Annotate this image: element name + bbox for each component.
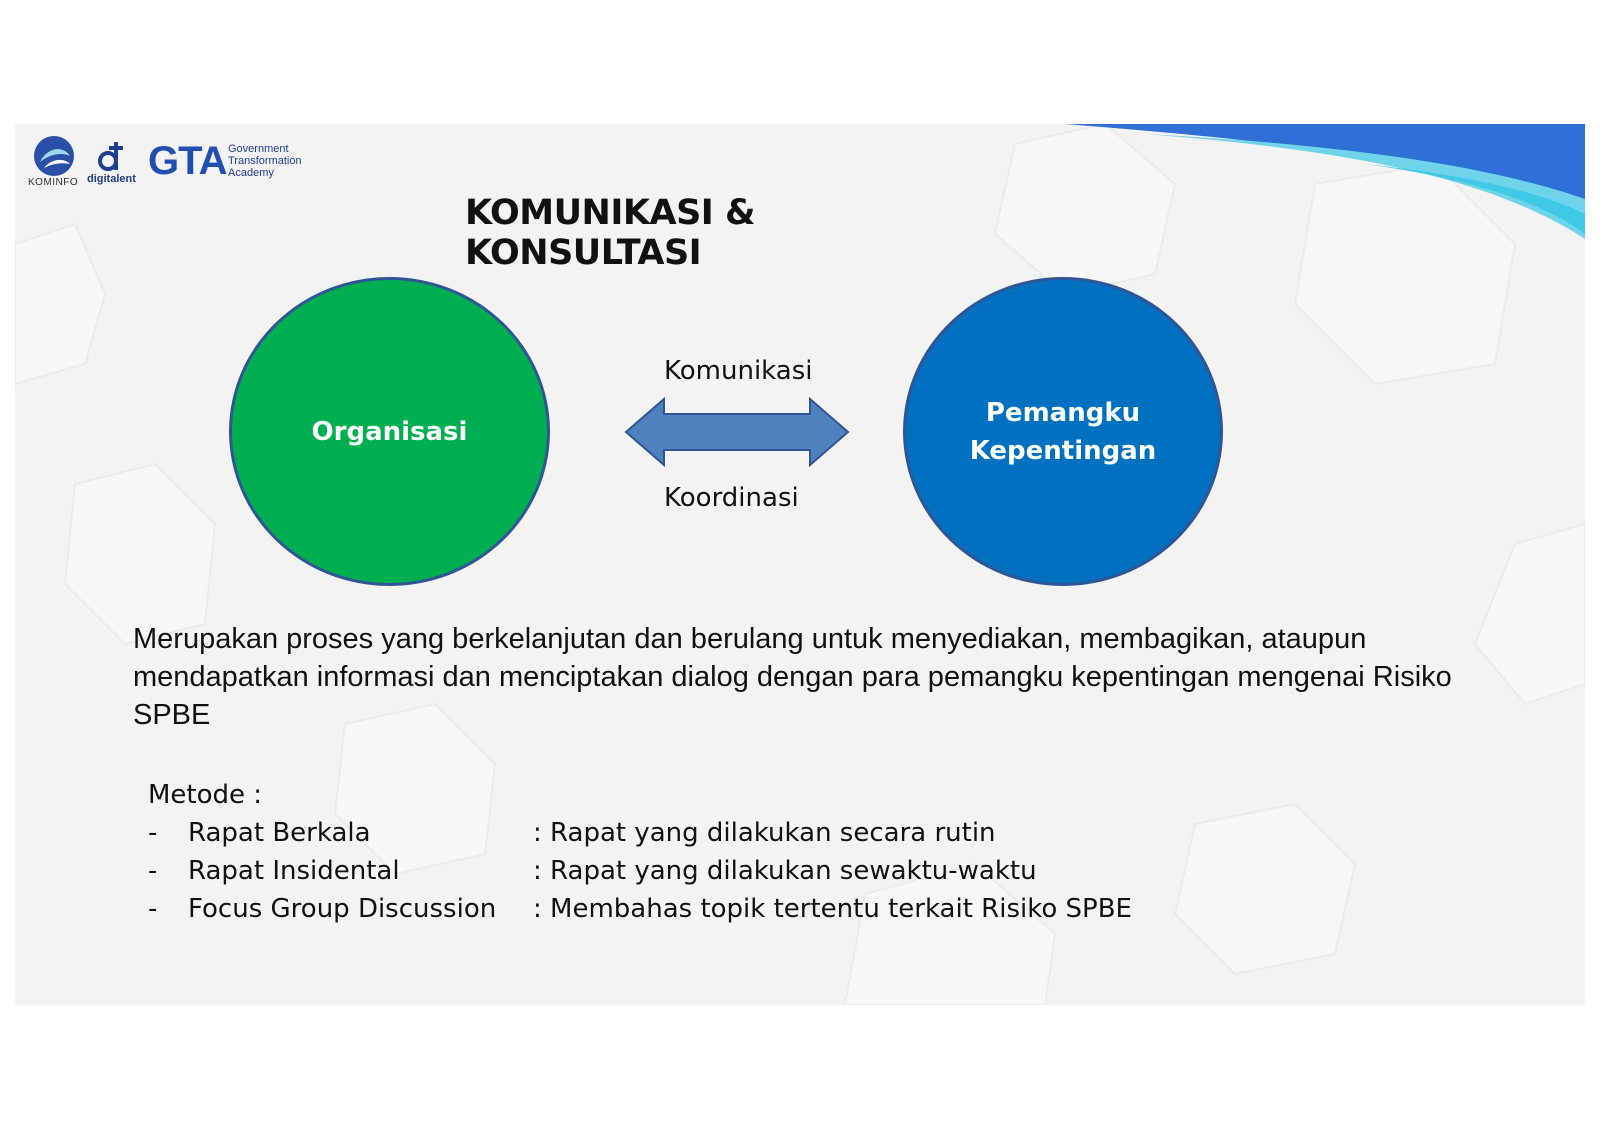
kominfo-label: KOMINFO [28, 177, 79, 188]
komunikasi-label: Komunikasi [664, 356, 813, 386]
bullet-dash: - [148, 856, 158, 886]
metode-item-desc: : Rapat yang dilakukan sewaktu-waktu [533, 856, 1037, 886]
metode-item [148, 894, 1248, 932]
slide-title: KOMUNIKASI & KONSULTASI [465, 193, 756, 273]
metode-item-desc: : Membahas topik tertentu terkait Risiko SPBE [533, 894, 1132, 924]
kominfo-icon [30, 134, 78, 182]
metode-item-desc: : Rapat yang dilakukan secara rutin [533, 818, 996, 848]
pemangku-label-line: Pemangku [985, 397, 1141, 428]
pemangku-kepentingan-node [903, 277, 1223, 586]
metode-item-name: Rapat Insidental [188, 856, 400, 886]
koordinasi-label: Koordinasi [664, 483, 799, 513]
metode-item-name: Rapat Berkala [188, 818, 371, 848]
gta-subtitle [228, 143, 302, 179]
digitalent-label: digitalent [87, 173, 136, 185]
organisasi-label: Organisasi [311, 416, 468, 447]
organisasi-node [229, 277, 550, 586]
kominfo-logo [30, 134, 78, 182]
metode-item-name: Focus Group Discussion [188, 894, 497, 924]
gta-subtitle-line: Academy [228, 167, 274, 179]
digitalent-icon [97, 138, 127, 174]
description-paragraph: Merupakan proses yang berkelanjutan dan berulang untuk menyediakan, membagikan, ataupun mendapatkan informasi dan menciptakan dialog dengan para pemangku kepentingan mengenai Risiko SPBE [133, 623, 1452, 731]
gta-subtitle-line: Government [228, 143, 289, 155]
pemangku-label-line: Kepentingan [969, 435, 1157, 466]
gta-subtitle-line: Transformation [228, 155, 302, 167]
gta-logo: GTA [148, 139, 227, 183]
digitalent-logo [97, 138, 127, 174]
double-arrow-icon [624, 397, 850, 467]
bullet-dash: - [148, 894, 158, 924]
bullet-dash: - [148, 818, 158, 848]
metode-heading: Metode : [148, 780, 263, 810]
metode-item [148, 818, 1248, 856]
metode-item [148, 856, 1248, 894]
